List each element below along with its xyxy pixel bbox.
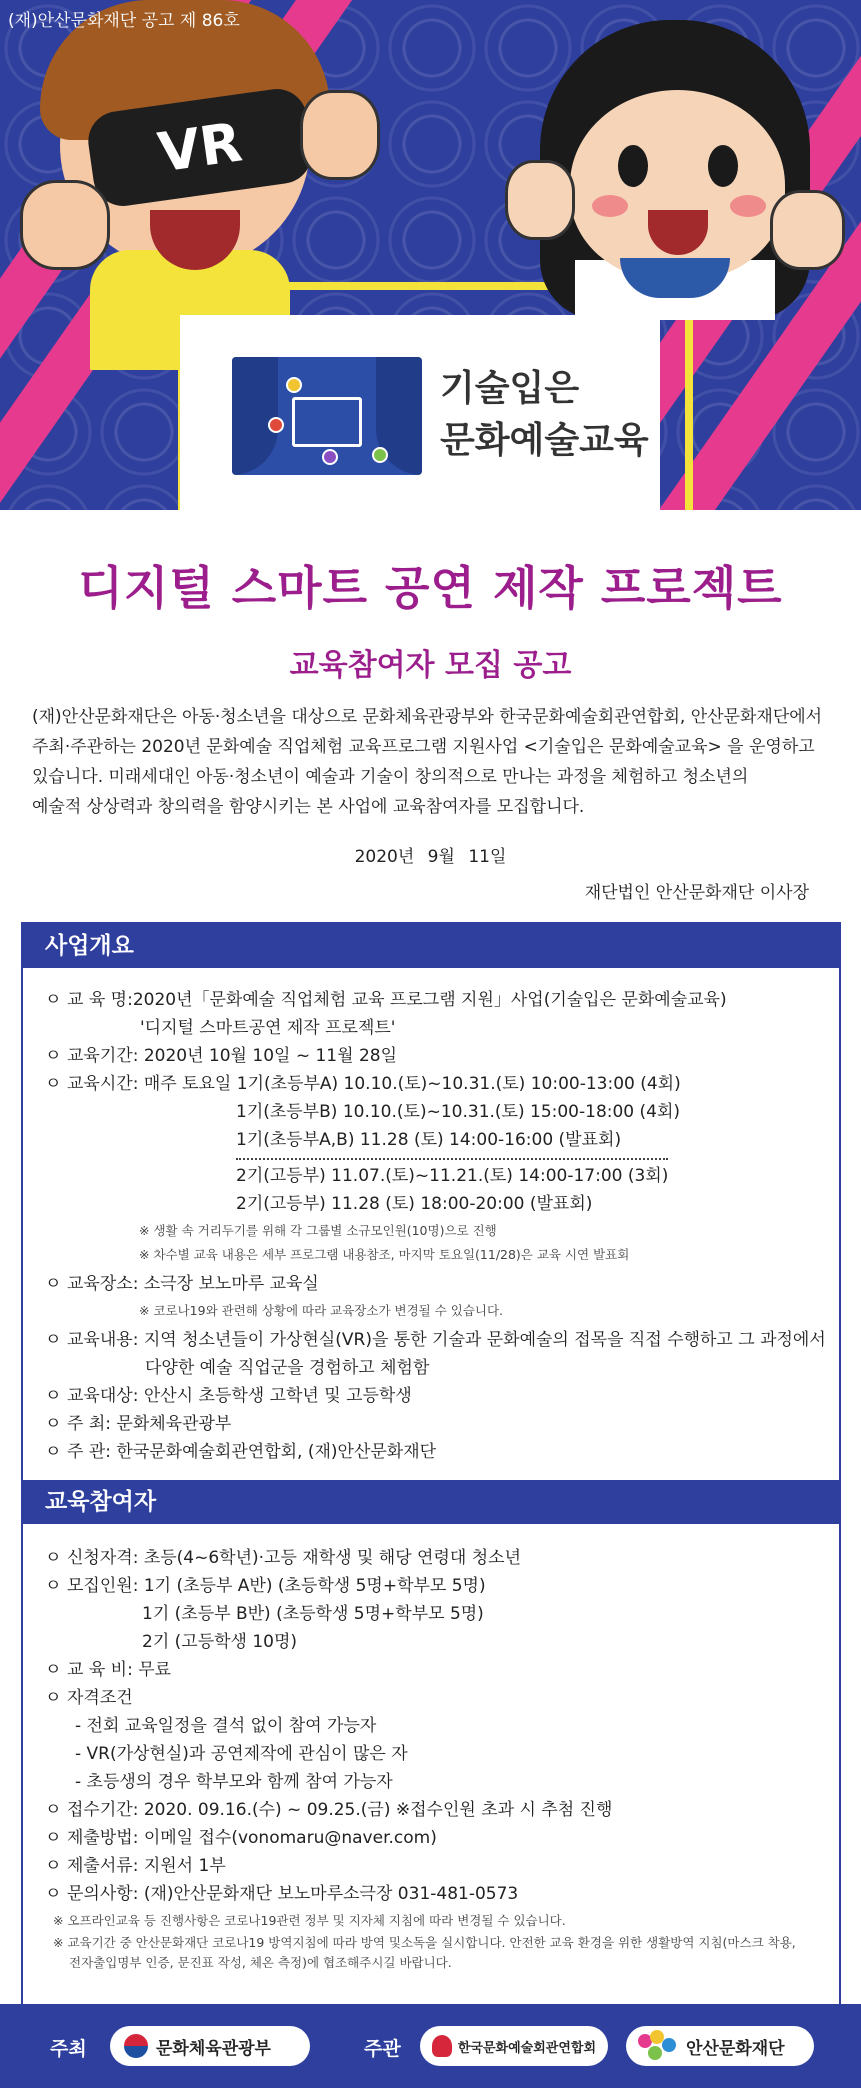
condition-item: - VR(가상현실)과 공연제작에 관심이 많은 자 bbox=[75, 1744, 408, 1764]
page-subtitle: 교육참여자 모집 공고 bbox=[289, 648, 572, 683]
info-row-name-cont: '디지털 스마트공연 제작 프로젝트' bbox=[140, 1018, 396, 1038]
info-row-host: ㅇ 주 최: 문화체육관광부 bbox=[45, 1414, 232, 1434]
mcst-logo: 문화체육관광부 bbox=[110, 2026, 310, 2066]
boy-fist-right bbox=[300, 90, 380, 180]
program-logo-text: 기술입은 문화예술교육 bbox=[440, 368, 649, 461]
time-note: ※ 차수별 교육 내용은 세부 프로그램 내용참조, 마지막 토요일(11/28)은 교육 시연 발표회 bbox=[139, 1247, 630, 1262]
ansan-foundation-logo: 안산문화재단 bbox=[626, 2026, 814, 2066]
covid-note-cont: 전자출입명부 인증, 문진표 작성, 체온 측정)에 협조해주시길 바랍니다. bbox=[69, 1955, 452, 1970]
footer bbox=[0, 2004, 861, 2088]
info-row-organizer: ㅇ 주 관: 한국문화예술회관연합회, (재)안산문화재단 bbox=[45, 1442, 437, 1462]
info-row-apply-period: ㅇ 접수기간: 2020. 09.16.(수) ~ 09.25.(금) ※접수인원 초과 시 추첨 진행 bbox=[45, 1800, 613, 1820]
section-heading-participants: 교육참여자 bbox=[23, 1480, 839, 1524]
place-note: ※ 코로나19와 관련해 상황에 따라 교육장소가 변경될 수 있습니다. bbox=[139, 1303, 504, 1318]
covid-note: ※ 교육기간 중 안산문화재단 코로나19 방역지침에 따라 방역 및소독을 실시합니다. 안전한 교육 환경을 위한 생활방역 지침(마스크 착용, bbox=[53, 1935, 796, 1950]
kaca-logo: 한국문화예술회관연합회 bbox=[420, 2026, 608, 2066]
issuer: 재단법인 안산문화재단 이사장 bbox=[584, 883, 809, 903]
notice-number: (재)안산문화재단 공고 제 86호 bbox=[8, 11, 240, 31]
kaca-emblem-icon bbox=[432, 2035, 452, 2057]
girl-face bbox=[570, 90, 785, 280]
section-heading-overview: 사업개요 bbox=[23, 924, 839, 968]
info-row-time-line: 2기(고등부) 11.28 (토) 18:00-20:00 (발표회) bbox=[236, 1194, 593, 1214]
info-row-time-line: 2기(고등부) 11.07.(토)~11.21.(토) 14:00-17:00 (3회) bbox=[236, 1166, 669, 1186]
info-box bbox=[21, 922, 841, 2022]
covid-note: ※ 오프라인교육 등 진행사항은 코로나19관련 정부 및 지자체 지침에 따라 변경될 수 있습니다. bbox=[53, 1913, 566, 1928]
info-row-content-cont: 다양한 예술 직업군을 경험하고 체험함 bbox=[145, 1358, 430, 1378]
announcement-date: 2020년 9월 11일 bbox=[354, 847, 507, 867]
program-logo bbox=[180, 315, 660, 510]
info-row-conditions: ㅇ 자격조건 bbox=[45, 1688, 133, 1708]
info-row-place: ㅇ 교육장소: 소극장 보노마루 교육실 bbox=[45, 1274, 319, 1294]
stage-logo-icon bbox=[232, 357, 422, 475]
info-row-recruit-line: 1기 (초등부 B반) (초등학생 5명+학부모 5명) bbox=[142, 1604, 484, 1624]
info-row-target: ㅇ 교육대상: 안산시 초등학생 고학년 및 고등학생 bbox=[45, 1386, 412, 1406]
info-row-recruit-line: 2기 (고등학생 10명) bbox=[142, 1632, 298, 1652]
intro-paragraph: (재)안산문화재단은 아동·청소년을 대상으로 문화체육관광부와 한국문화예술회관연합회, 안산문화재단에서 주최·주관하는 2020년 문화예술 직업체험 교육프로그램 지원사업 <기술입은 문화예술교육> 을 운영하고 있습니다. 미래세대인 아동·청소년이 예술과 기술이 창의적으로 만나는 과정을 체험하고 청소년의 예술적 상상력과 창의력을 함양시키는 본 사업에 교육참여자를 모집합니다. bbox=[32, 707, 823, 817]
dotted-divider bbox=[236, 1158, 668, 1160]
time-note: ※ 생활 속 거리두기를 위해 각 그룹별 소규모인원(10명)으로 진행 bbox=[139, 1223, 497, 1238]
page-title: 디지털 스마트 공연 제작 프로젝트 bbox=[78, 561, 783, 615]
info-row-method: ㅇ 제출방법: 이메일 접수(vonomaru@naver.com) bbox=[45, 1828, 437, 1848]
info-row-time-line: 1기(초등부A,B) 11.28 (토) 14:00-16:00 (발표회) bbox=[236, 1130, 622, 1150]
footer-organizer-label: 주관 bbox=[364, 2038, 401, 2060]
info-row-recruit: ㅇ 모집인원: 1기 (초등부 A반) (초등학생 5명+학부모 5명) bbox=[45, 1576, 486, 1596]
hero-banner bbox=[0, 0, 861, 510]
info-row-docs: ㅇ 제출서류: 지원서 1부 bbox=[45, 1856, 226, 1876]
info-row-name: ㅇ 교 육 명:2020년「문화예술 직업체험 교육 프로그램 지원」사업(기술입은 문화예술교육) bbox=[45, 990, 727, 1010]
taegeuk-icon bbox=[122, 2032, 150, 2060]
boy-fist-left bbox=[20, 180, 110, 270]
footer-host-label: 주최 bbox=[50, 2038, 87, 2060]
ansan-emblem-icon bbox=[638, 2030, 678, 2062]
condition-item: - 전회 교육일정을 결석 없이 참여 가능자 bbox=[75, 1716, 377, 1736]
condition-item: - 초등생의 경우 학부모와 함께 참여 가능자 bbox=[75, 1772, 393, 1792]
girl-hand-left bbox=[505, 160, 575, 240]
info-row-period: ㅇ 교육기간: 2020년 10월 10일 ~ 11월 28일 bbox=[45, 1046, 397, 1066]
girl-hand-right bbox=[770, 190, 845, 270]
info-row-time: ㅇ 교육시간: 매주 토요일 1기(초등부A) 10.10.(토)~10.31.(토) 10:00-13:00 (4회) bbox=[45, 1074, 681, 1094]
info-row-fee: ㅇ 교 육 비: 무료 bbox=[45, 1660, 172, 1680]
info-row-content: ㅇ 교육내용: 지역 청소년들이 가상현실(VR)을 통한 기술과 문화예술의 접목을 직접 수행하고 그 과정에서 bbox=[45, 1330, 826, 1350]
info-row-eligibility: ㅇ 신청자격: 초등(4~6학년)·고등 재학생 및 해당 연령대 청소년 bbox=[45, 1548, 521, 1568]
vr-headset: VR bbox=[84, 85, 315, 210]
info-row-time-line: 1기(초등부B) 10.10.(토)~10.31.(토) 15:00-18:00 (4회) bbox=[236, 1102, 681, 1122]
info-row-contact: ㅇ 문의사항: (재)안산문화재단 보노마루소극장 031-481-0573 bbox=[45, 1884, 519, 1904]
